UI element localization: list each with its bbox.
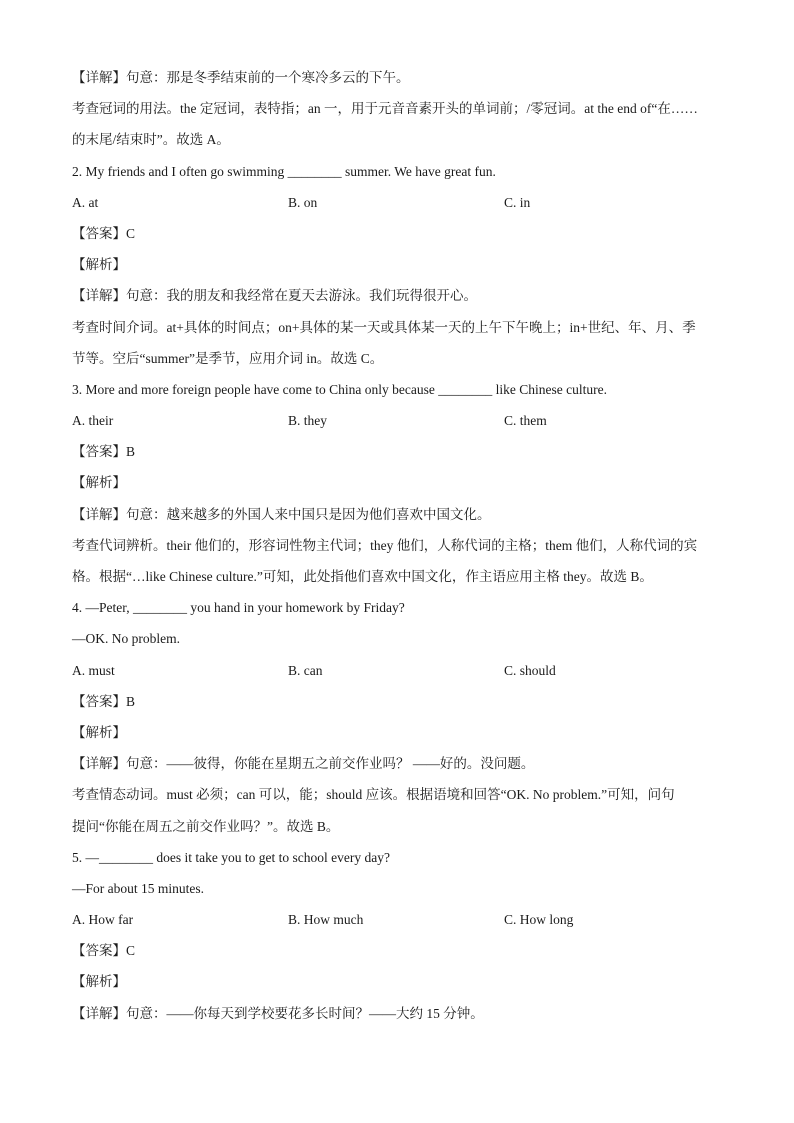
text-line: 考查时间介词。at+具体的时间点；on+具体的某一天或具体某一天的上午下午晚上；in+世纪、年、月、季	[72, 319, 696, 335]
text-line: 【解析】	[72, 475, 126, 491]
text-line: 【详解】句意：——你每天到学校要花多长时间？——大约 15 分钟。	[72, 1005, 484, 1021]
option-a: A. at	[72, 194, 99, 210]
text-line: 4. —Peter, ________ you hand in your homework by Friday?	[72, 600, 405, 616]
answer-options-row	[72, 187, 722, 218]
option-b: B. can	[288, 662, 323, 678]
text-line: 考查代词辨析。their 他们的，形容词性物主代词；they 他们，人称代词的主格；them 他们，人称代词的宾	[72, 537, 698, 553]
option-c: C. in	[504, 194, 531, 210]
option-c: C. should	[504, 662, 556, 678]
option-c: C. How long	[504, 912, 574, 928]
text-line: 【解析】	[72, 974, 126, 990]
text-line: 【详解】句意：越来越多的外国人来中国只是因为他们喜欢中国文化。	[72, 506, 491, 522]
answer-options-row	[72, 904, 722, 935]
text-line: 【详解】句意：那是冬季结束前的一个寒冷多云的下午。	[72, 70, 410, 85]
text-line: 【答案】B	[72, 693, 136, 709]
text-line: 3. More and more foreign people have come to China only because ________ like Chinese culture.	[72, 381, 607, 397]
text-line: 【解析】	[72, 724, 126, 740]
text-line: 考查冠词的用法。the 定冠词，表特指；an 一，用于元音音素开头的单词前；/零冠词。at the end of“在……	[72, 101, 698, 117]
option-a: A. must	[72, 662, 115, 678]
option-b: B. they	[288, 413, 327, 429]
answer-options-row	[72, 405, 722, 436]
answer-options-row	[72, 655, 722, 686]
text-line: 的末尾/结束时”。故选 A。	[72, 132, 230, 148]
text-line: 5. —________ does it take you to get to school every day?	[72, 849, 390, 865]
text-line: 考查情态动词。must 必须；can 可以，能；should 应该。根据语境和回答“OK. No problem.”可知，问句	[72, 787, 675, 803]
option-a: A. their	[72, 413, 114, 429]
text-line: 【详解】句意：我的朋友和我经常在夏天去游泳。我们玩得很开心。	[72, 288, 477, 304]
text-line: 【答案】C	[72, 225, 136, 241]
option-c: C. them	[504, 413, 547, 429]
text-line: —OK. No problem.	[72, 631, 180, 647]
option-b: B. How much	[288, 912, 364, 928]
text-line: 【答案】B	[72, 444, 136, 460]
option-a: A. How far	[72, 912, 134, 928]
text-line: 【解析】	[72, 257, 126, 273]
text-line: —For about 15 minutes.	[72, 880, 204, 896]
option-b: B. on	[288, 194, 318, 210]
text-line: 节等。空后“summer”是季节，应用介词 in。故选 C。	[72, 350, 384, 366]
text-line: 【答案】C	[72, 943, 136, 959]
text-line: 格。根据“…like Chinese culture.”可知，此处指他们喜欢中国文化，作主语应用主格 they。故选 B。	[72, 569, 653, 584]
text-line: 2. My friends and I often go swimming ________ summer. We have great fun.	[72, 163, 496, 179]
text-line: 【详解】句意：——彼得，你能在星期五之前交作业吗？ ——好的。没问题。	[72, 756, 535, 772]
text-line: 提问“你能在周五之前交作业吗？”。故选 B。	[72, 818, 340, 834]
document-page	[72, 62, 722, 1029]
